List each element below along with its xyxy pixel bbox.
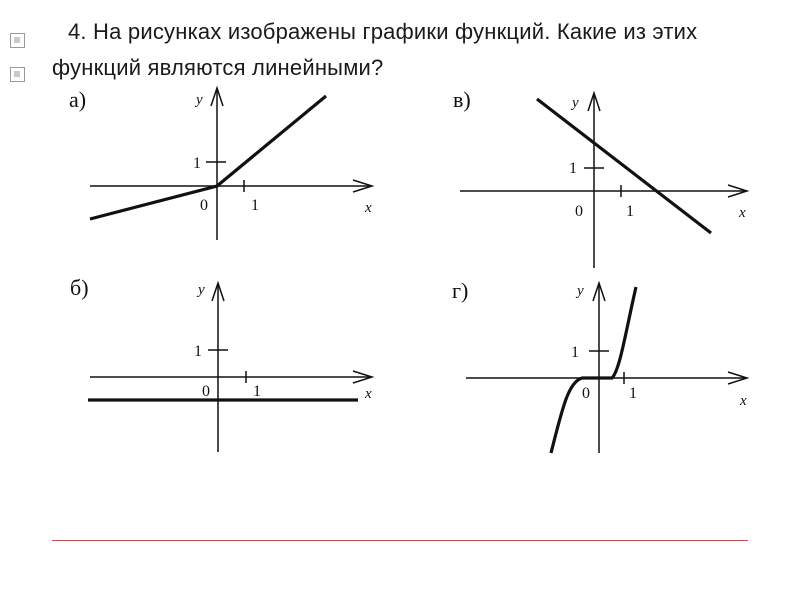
- panel-a-x-label: x: [365, 200, 372, 216]
- panel-v: [453, 87, 747, 268]
- panel-g-x-label: x: [740, 393, 747, 409]
- panel-a-graph: [90, 96, 326, 219]
- panel-v-x-label: x: [739, 205, 746, 221]
- panel-b-tick-label-x: 1: [253, 383, 261, 400]
- panel-a-tick-label-y: 1: [193, 155, 201, 172]
- panel-g-graph: [551, 287, 636, 453]
- panel-b-tick-label-y: 1: [194, 343, 202, 360]
- panel-b-x-label: x: [365, 386, 372, 402]
- panel-a-label: а): [69, 87, 87, 112]
- panel-g-tick-label-y: 1: [571, 344, 579, 361]
- panel-a-origin-label: 0: [200, 197, 208, 214]
- question-line-2: функций являются линейными?: [52, 55, 384, 80]
- panel-b-origin-label: 0: [202, 383, 210, 400]
- panel-v-tick-label-y: 1: [569, 160, 577, 177]
- panel-v-graph: [537, 99, 711, 233]
- panel-v-tick-label-x: 1: [626, 203, 634, 220]
- footer-rule: [52, 540, 748, 541]
- panel-a-y-label: y: [196, 92, 203, 108]
- panel-v-origin-label: 0: [575, 203, 583, 220]
- question-line-1: 4. На рисунках изображены графики функций. Какие из этих: [68, 19, 698, 44]
- panel-g: [452, 278, 747, 453]
- panel-a: [69, 87, 372, 240]
- panel-b-label: б): [70, 275, 89, 300]
- panel-v-label: в): [453, 87, 471, 112]
- panel-a-tick-label-x: 1: [251, 197, 259, 214]
- panel-g-label: г): [452, 278, 469, 303]
- panel-v-y-label: y: [572, 95, 579, 111]
- panel-g-tick-label-x: 1: [629, 385, 637, 402]
- panel-b: [70, 275, 372, 452]
- panel-b-y-label: y: [198, 282, 205, 298]
- panel-g-y-label: y: [577, 283, 584, 299]
- panel-g-origin-label: 0: [582, 385, 590, 402]
